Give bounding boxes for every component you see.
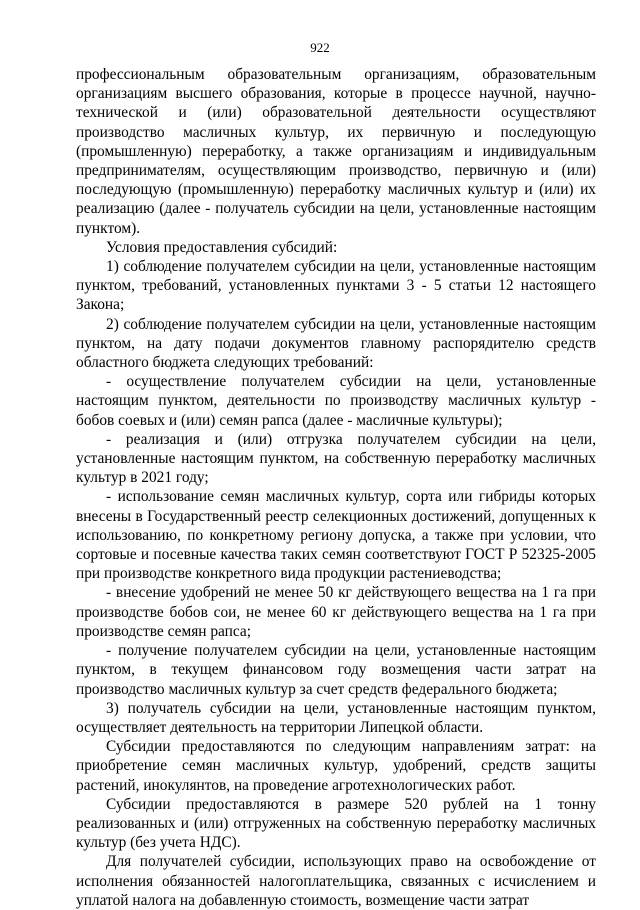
paragraph-requirement-activity: - осуществление получателем субсидии на цели, установленные настоящим пунктом, деятельности по производству масличных культур - бобов соевых и (или) семян рапса (далее - масличные культуры);: [76, 373, 596, 429]
paragraph-conditions-heading: Условия предоставления субсидий:: [106, 238, 338, 256]
paragraph-cost-directions: Субсидии предоставляются по следующим направлениям затрат: на приобретение семян масличных культур, удобрений, средств защиты растений, инокулянтов, на проведение агротехнологических работ.: [76, 738, 596, 794]
paragraph-recipients: профессиональным образовательным организациям, образовательным организациям высшего образования, которые в процессе научной, научно-технической и (или) образовательной деятельности осуществляют производство масличных культур, их первичную и последующую (промышленную) переработку, а также организациям и индивидуальным предпринимателям, осуществляющим производство, первичную и (или) последующую (промышленную) переработку масличных культур и (или) их реализацию (далее - получатель субсидии на цели, установленные настоящим пунктом).: [76, 66, 596, 237]
body-text: [76, 65, 596, 910]
paragraph-vat-exemption: Для получателей субсидии, использующих право на освобождение от исполнения обязанностей налогоплательщика, связанных с исчислением и уплатой налога на добавленную стоимость, возмещение части затрат: [76, 853, 596, 909]
paragraph-requirement-fertilizer: - внесение удобрений не менее 50 кг действующего вещества на 1 га при производстве бобов сои, не менее 60 кг действующего вещества на 1 га при производстве семян рапса;: [76, 584, 596, 640]
paragraph-requirement-federal: - получение получателем субсидии на цели, установленные настоящим пунктом, в текущем финансовом году возмещения части затрат на производство масличных культур за счет средств федерального бюджета;: [76, 642, 596, 698]
paragraph-subsidy-amount: Субсидии предоставляются в размере 520 рублей на 1 тонну реализованных и (или) отгруженных на собственную переработку масличных культур (без учета НДС).: [76, 795, 596, 852]
page-number: 922: [310, 40, 330, 55]
paragraph-requirement-sales: - реализация и (или) отгрузка получателем субсидии на цели, установленные настоящим пунктом, на собственную переработку масличных культур в 2021 году;: [76, 430, 596, 487]
paragraph-requirement-seeds: - использование семян масличных культур, сорта или гибриды которых внесены в Государственный реестр селекционных достижений, допущенных к использованию, по конкретному региону допуска, а также при условии, что сортовые и посевные качества таких семян соответствуют ГОСТ Р 52325-2005 при производстве конкретного вида продукции растениеводства;: [76, 488, 596, 583]
paragraph-condition-1: 1) соблюдение получателем субсидии на цели, установленные настоящим пунктом, требований, установленных пунктами 3 - 5 статьи 12 настоящего Закона;: [76, 258, 596, 314]
paragraph-condition-2: 2) соблюдение получателем субсидии на цели, установленные настоящим пунктом, на дату подачи документов главному распорядителю средств областного бюджета следующих требований:: [76, 315, 596, 372]
paragraph-condition-3: 3) получатель субсидии на цели, установленные настоящим пунктом, осуществляет деятельность на территории Липецкой области.: [76, 699, 596, 736]
